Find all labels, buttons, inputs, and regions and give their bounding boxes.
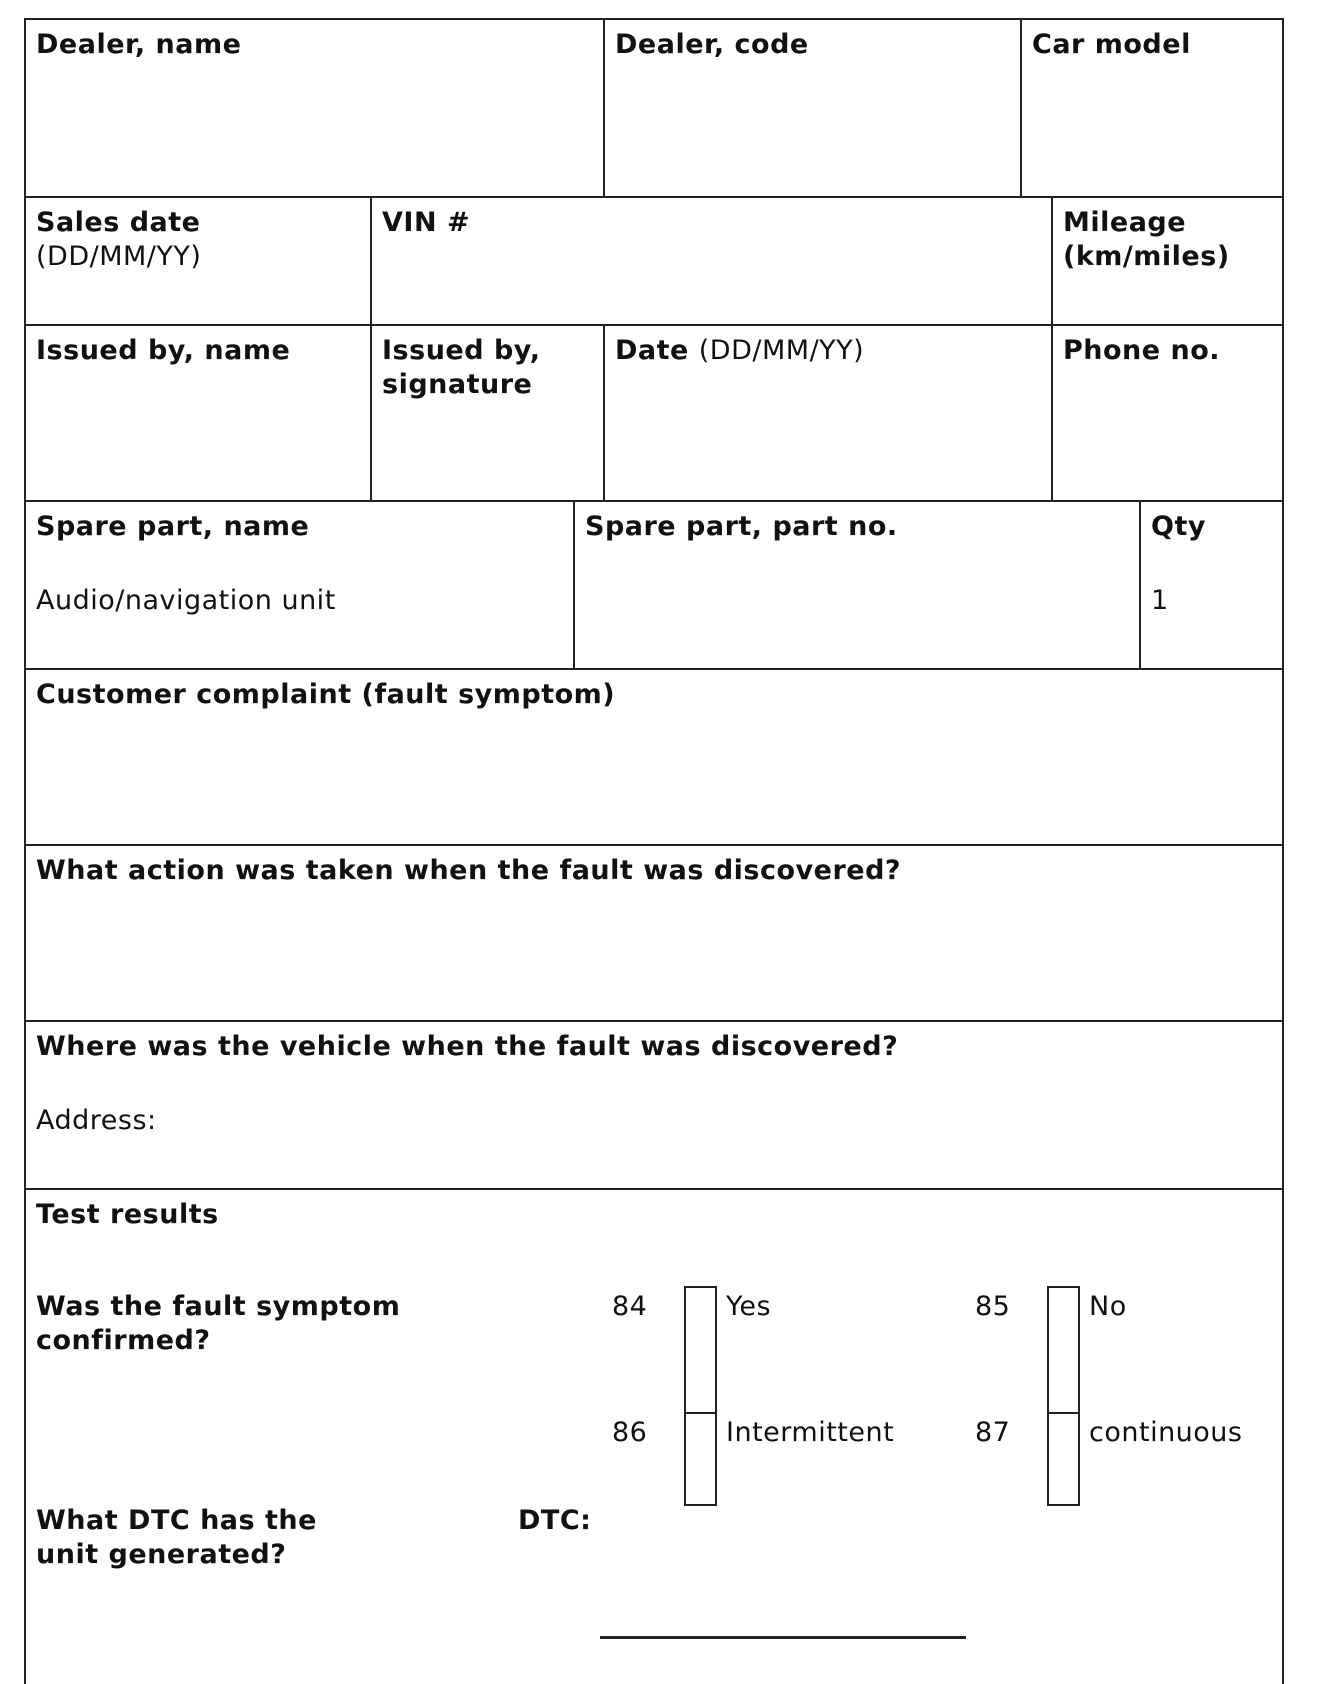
car-model-field[interactable] <box>1022 20 1282 196</box>
intermittent-label: Intermittent <box>726 1417 895 1448</box>
no-checkbox[interactable] <box>1047 1286 1080 1414</box>
test-results-section <box>26 1190 1282 1684</box>
continuous-checkbox[interactable] <box>1047 1412 1080 1506</box>
dtc-input-line[interactable] <box>600 1636 966 1639</box>
mileage-label: Mileage <box>1063 207 1187 238</box>
issued-by-signature-label-1: Issued by, <box>382 335 541 366</box>
issued-by-signature-field[interactable] <box>372 326 605 500</box>
customer-complaint-field[interactable] <box>26 670 1282 844</box>
action-taken-label: What action was taken when the fault was discovered? <box>36 855 902 886</box>
spare-part-name-label: Spare part, name <box>36 511 310 542</box>
address-label: Address: <box>36 1105 157 1136</box>
action-taken-field[interactable] <box>26 846 1282 1020</box>
option-84-code: 84 <box>612 1291 648 1322</box>
dealer-code-field[interactable] <box>605 20 1022 196</box>
dtc-question-2: unit generated? <box>36 1539 287 1570</box>
dealer-code-label: Dealer, code <box>615 29 809 60</box>
issued-by-name-label: Issued by, name <box>36 335 291 366</box>
fault-confirmed-question-1: Was the fault symptom <box>36 1291 401 1322</box>
dealer-row <box>26 20 1282 198</box>
qty-value: 1 <box>1151 585 1169 616</box>
option-87-code: 87 <box>975 1417 1011 1448</box>
continuous-label: continuous <box>1089 1417 1243 1448</box>
test-results-title: Test results <box>36 1199 219 1230</box>
mileage-field[interactable] <box>1053 198 1282 324</box>
yes-label: Yes <box>726 1291 772 1322</box>
action-taken-row[interactable] <box>26 846 1282 1022</box>
yes-checkbox[interactable] <box>684 1286 717 1414</box>
option-85-code: 85 <box>975 1291 1011 1322</box>
spare-part-name-value: Audio/navigation unit <box>36 585 336 616</box>
issuer-row <box>26 326 1282 502</box>
qty-label: Qty <box>1151 511 1206 542</box>
dtc-label: DTC: <box>518 1505 592 1536</box>
sales-date-label: Sales date <box>36 207 201 238</box>
spare-part-name-field[interactable] <box>26 502 575 668</box>
vin-field[interactable] <box>372 198 1053 324</box>
spare-part-number-label: Spare part, part no. <box>585 511 898 542</box>
vin-label: VIN # <box>382 207 471 238</box>
intermittent-checkbox[interactable] <box>684 1412 717 1506</box>
no-label: No <box>1089 1291 1127 1322</box>
dtc-question-1: What DTC has the <box>36 1505 317 1536</box>
dealer-name-label: Dealer, name <box>36 29 242 60</box>
vehicle-location-row[interactable] <box>26 1022 1282 1190</box>
qty-field[interactable] <box>1141 502 1282 668</box>
fault-confirmed-question-2: confirmed? <box>36 1325 211 1356</box>
vehicle-row <box>26 198 1282 326</box>
option-86-code: 86 <box>612 1417 648 1448</box>
mileage-unit: (km/miles) <box>1063 241 1230 272</box>
issued-by-name-field[interactable] <box>26 326 372 500</box>
customer-complaint-row[interactable] <box>26 670 1282 846</box>
sales-date-format: (DD/MM/YY) <box>36 241 202 272</box>
vehicle-location-field[interactable] <box>26 1022 1282 1188</box>
spare-part-number-field[interactable] <box>575 502 1141 668</box>
date-label: Date (DD/MM/YY) <box>615 335 865 366</box>
car-model-label: Car model <box>1032 29 1191 60</box>
dealer-name-field[interactable] <box>26 20 605 196</box>
phone-field[interactable] <box>1053 326 1282 500</box>
sales-date-field[interactable] <box>26 198 372 324</box>
date-field[interactable] <box>605 326 1053 500</box>
issued-by-signature-label-2: signature <box>382 369 533 400</box>
date-format: (DD/MM/YY) <box>698 335 865 366</box>
warranty-form <box>24 18 1284 1684</box>
vehicle-location-label: Where was the vehicle when the fault was discovered? <box>36 1031 899 1062</box>
customer-complaint-label: Customer complaint (fault symptom) <box>36 679 616 710</box>
spare-part-row <box>26 502 1282 670</box>
phone-label: Phone no. <box>1063 335 1221 366</box>
